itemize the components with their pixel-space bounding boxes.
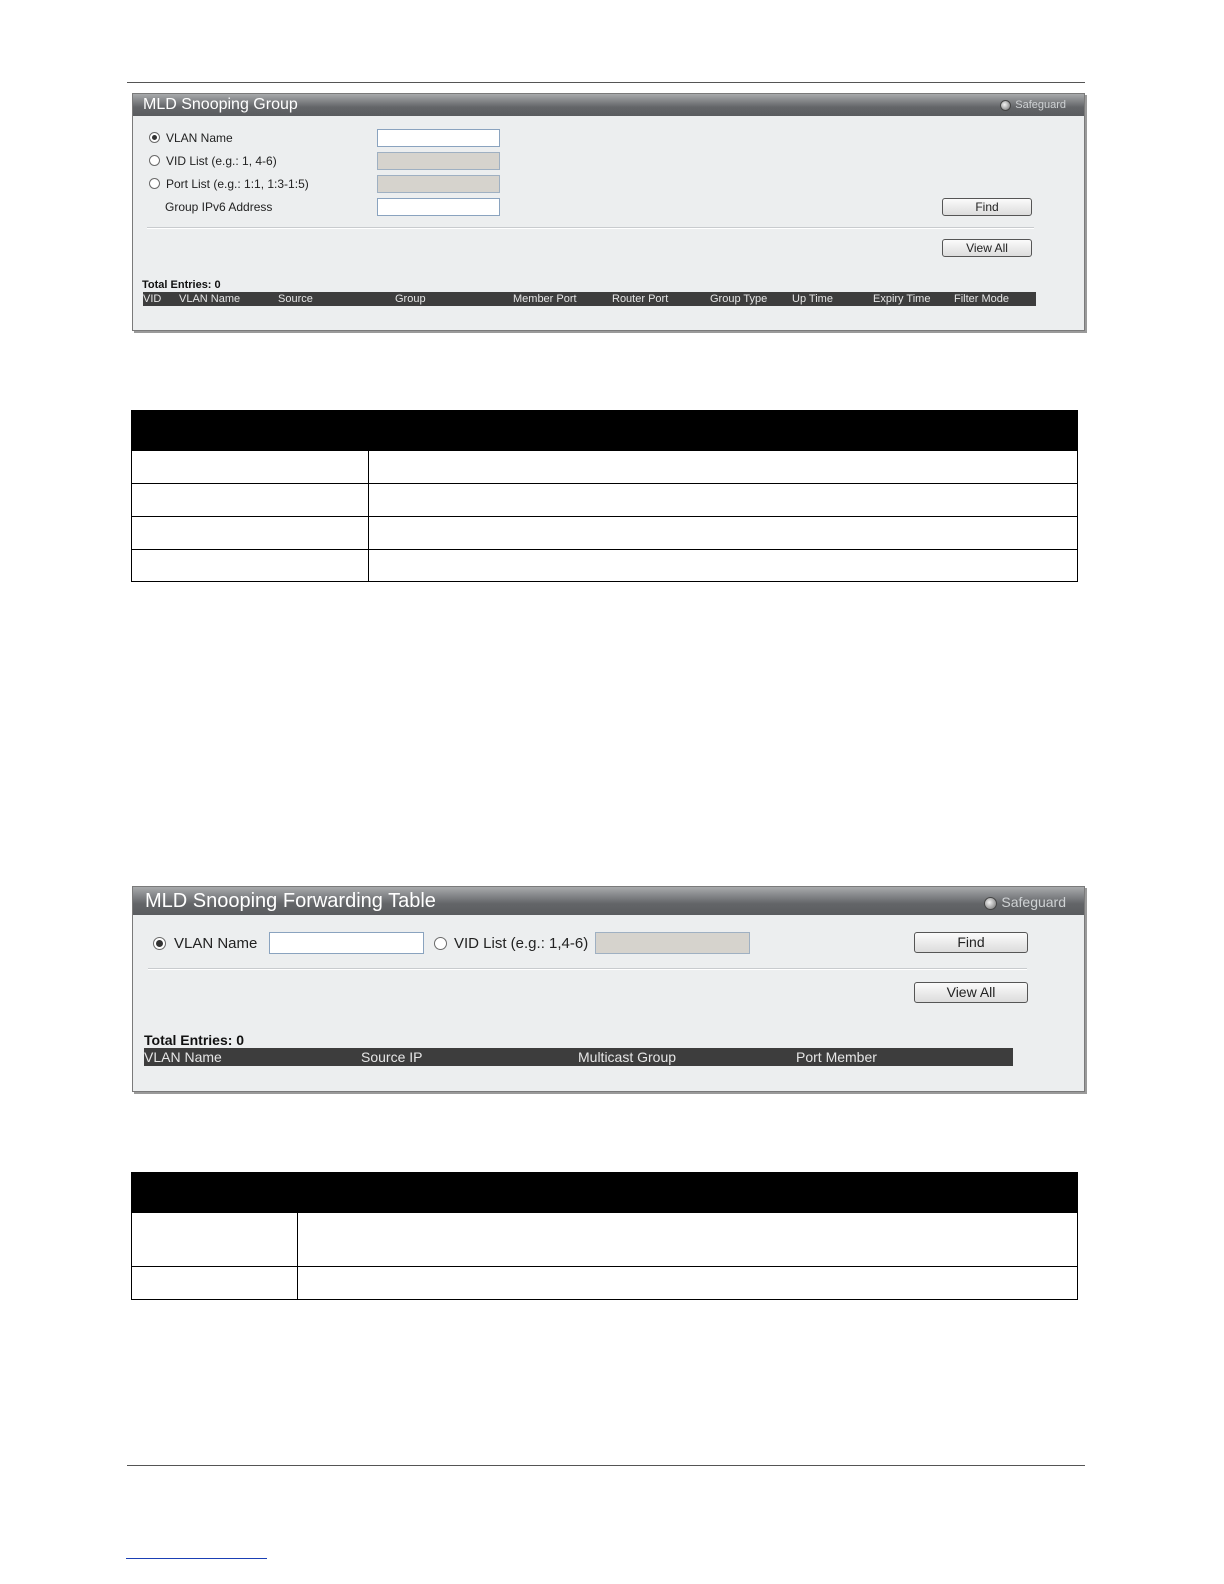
panel-title: MLD Snooping Forwarding Table xyxy=(145,890,436,912)
col-group-type: Group Type xyxy=(710,293,768,305)
safeguard-indicator xyxy=(984,894,1066,910)
col-source: Source xyxy=(278,293,313,305)
find-button[interactable]: Find xyxy=(942,198,1032,216)
panel-title: MLD Snooping Group xyxy=(143,96,298,113)
safeguard-label: Safeguard xyxy=(1015,99,1066,111)
footer-link-underline xyxy=(126,1558,267,1559)
col-router-port: Router Port xyxy=(612,293,669,305)
col-group: Group xyxy=(395,293,426,305)
panel-separator xyxy=(147,227,1034,229)
col-filter-mode: Filter Mode xyxy=(954,293,1010,305)
safeguard-indicator xyxy=(1000,99,1066,111)
vid-list-label: VID List (e.g.: 1, 4-6) xyxy=(166,154,277,168)
panel-title-bar xyxy=(133,94,1084,116)
safeguard-label: Safeguard xyxy=(1001,894,1066,910)
table-row xyxy=(132,484,1078,517)
vid-list-radio[interactable] xyxy=(149,155,160,166)
table-row xyxy=(132,451,1078,484)
group-ipv6-address-label: Group IPv6 Address xyxy=(165,200,273,214)
forwarding-parameter-table xyxy=(131,1172,1078,1300)
mld-snooping-forwarding-panel xyxy=(132,886,1085,1092)
group-parameter-table xyxy=(131,410,1078,582)
table-row xyxy=(132,1267,1078,1300)
table-header-row xyxy=(132,1173,1078,1213)
view-all-button[interactable]: View All xyxy=(914,982,1028,1003)
port-list-input[interactable] xyxy=(377,175,500,193)
col-expiry-time: Expiry Time xyxy=(873,293,931,305)
vlan-name-label: VLAN Name xyxy=(174,935,258,952)
total-entries: Total Entries: 0 xyxy=(142,279,221,291)
vid-list-input[interactable] xyxy=(377,152,500,170)
view-all-button[interactable]: View All xyxy=(942,239,1032,257)
total-entries: Total Entries: 0 xyxy=(144,1032,245,1048)
find-button[interactable]: Find xyxy=(914,932,1028,953)
vid-list-label: VID List (e.g.: 1,4-6) xyxy=(454,935,589,952)
port-list-radio[interactable] xyxy=(149,178,160,189)
vid-list-radio[interactable] xyxy=(434,937,447,950)
col-vlan-name: VLAN Name xyxy=(144,1049,222,1065)
group-table-header xyxy=(143,292,1036,306)
vlan-name-input[interactable] xyxy=(377,129,500,147)
col-vlan-name: VLAN Name xyxy=(179,293,241,305)
vlan-name-radio[interactable] xyxy=(153,937,166,950)
safeguard-status-icon xyxy=(1000,100,1011,111)
safeguard-status-icon xyxy=(984,897,997,910)
table-header-row xyxy=(132,411,1078,451)
footer-rule xyxy=(127,1465,1085,1466)
panel-separator xyxy=(148,968,1027,970)
table-row xyxy=(132,550,1078,582)
col-port-member: Port Member xyxy=(796,1049,877,1065)
port-list-label: Port List (e.g.: 1:1, 1:3-1:5) xyxy=(166,177,309,191)
col-up-time: Up Time xyxy=(792,293,833,305)
group-ipv6-address-input[interactable] xyxy=(377,198,500,216)
col-source-ip: Source IP xyxy=(361,1049,423,1065)
vlan-name-input[interactable] xyxy=(269,932,424,954)
col-multicast-group: Multicast Group xyxy=(578,1049,677,1065)
col-vid: VID xyxy=(143,293,162,305)
mld-snooping-group-panel xyxy=(132,93,1085,331)
vlan-name-label: VLAN Name xyxy=(166,131,233,145)
panel-title-bar xyxy=(133,887,1084,915)
vlan-name-radio[interactable] xyxy=(149,132,160,143)
forwarding-table-header xyxy=(144,1048,1013,1066)
col-member-port: Member Port xyxy=(513,293,577,305)
table-row xyxy=(132,1213,1078,1267)
header-rule xyxy=(127,82,1085,83)
vid-list-input[interactable] xyxy=(595,932,750,954)
table-row xyxy=(132,517,1078,550)
